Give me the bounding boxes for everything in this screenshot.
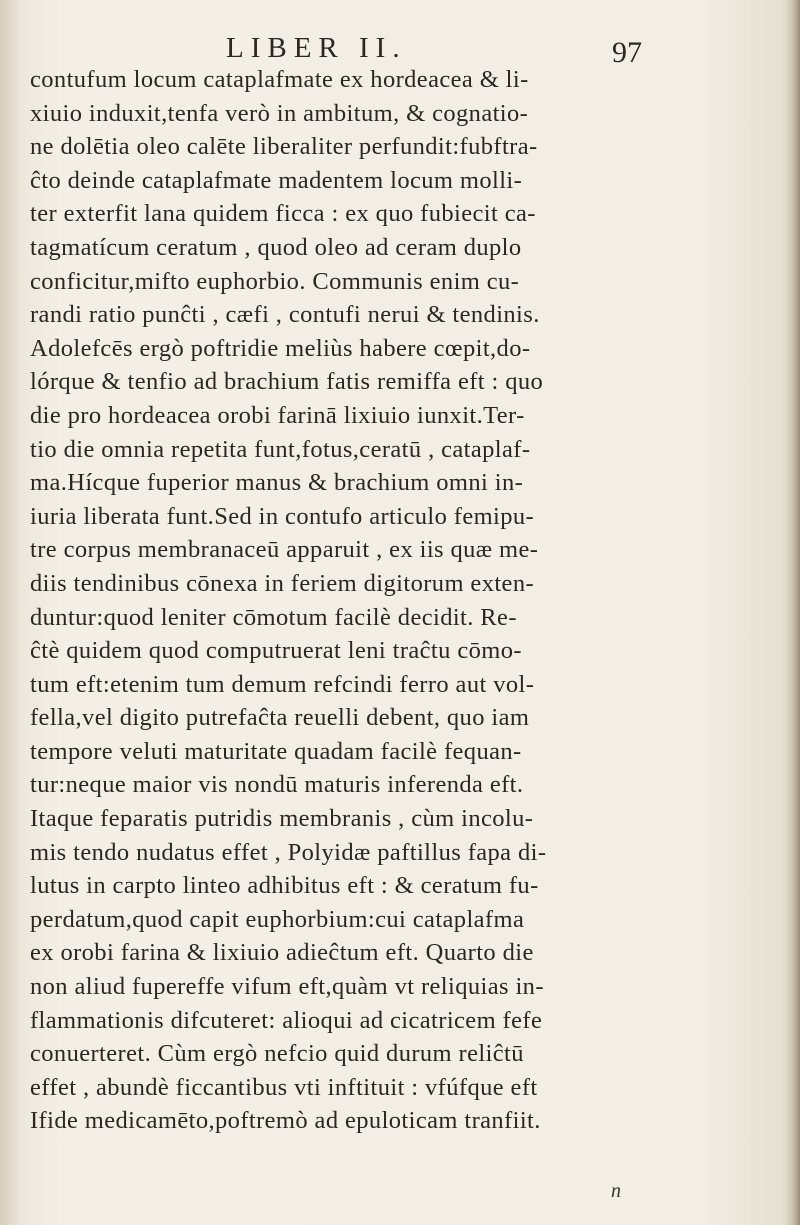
text-line: ĉto deinde cataplafmate madentem locum molli-	[30, 166, 523, 194]
text-line: perdatum,quod capit euphorbium:cui cataplafma	[30, 905, 525, 933]
text-line: xiuio induxit,tenfa verò in ambitum, & cognatio-	[30, 99, 529, 127]
text-line: Ifide medicamēto,poftremò ad epuloticam tranfiit.	[30, 1107, 541, 1135]
catchword: n	[611, 1180, 621, 1202]
body-text	[30, 63, 670, 1138]
text-line: tagmatícum ceratum , quod oleo ad ceram duplo	[30, 233, 522, 261]
page-header	[0, 22, 800, 68]
text-line: tempore veluti maturitate quadam facilè fequan-	[30, 737, 522, 765]
text-line: tur:neque maior vis nondū maturis inferenda eft.	[30, 771, 524, 799]
text-line: lutus in carpto linteo adhibitus eft : & ceratum fu-	[30, 872, 539, 900]
text-line: conficitur,mifto euphorbio. Communis enim cu-	[30, 267, 520, 295]
text-line: ma.Hícque fuperior manus & brachium omni in-	[30, 469, 524, 497]
page-number: 97	[612, 36, 642, 69]
text-line: Itaque feparatis putridis membranis , cùm incolu-	[30, 805, 534, 833]
text-line: tio die omnia repetita funt,fotus,ceratū , cataplaf-	[30, 435, 531, 463]
text-line: flammationis difcuteret: alioqui ad cicatricem fefe	[30, 1006, 543, 1034]
text-line: non aliud fupereffe vifum eft,quàm vt reliquias in-	[30, 973, 544, 1001]
text-line: duntur:quod leniter cōmotum facilè decidit. Re-	[30, 603, 517, 631]
page-gutter-shadow	[786, 0, 800, 1225]
text-line: lórque & tenfio ad brachium fatis remiffa eft : quo	[30, 368, 544, 396]
text-line: fella,vel digito putrefaĉta reuelli debent, quo iam	[30, 704, 530, 732]
text-line: Adolefcēs ergò poftridie meliùs habere cœpit,do-	[30, 334, 531, 362]
text-line: tre corpus membranaceū apparuit , ex iis quæ me-	[30, 536, 539, 564]
text-line: randi ratio punĉti , cæfi , contufi nerui & tendinis.	[30, 301, 540, 329]
running-head: LIBER II.	[226, 32, 407, 64]
text-line: ex orobi farina & lixiuio adieĉtum eft. Quarto die	[30, 939, 534, 967]
text-line: mis tendo nudatus effet , Polyidæ paftillus fapa di-	[30, 838, 547, 866]
text-line: conuerteret. Cùm ergò nefcio quid durum reliĉtū	[30, 1040, 524, 1068]
page-left-edge	[0, 0, 22, 1225]
text-line: contufum locum cataplafmate ex hordeacea & li-	[30, 66, 529, 93]
text-line: ter exterfit lana quidem ficca : ex quo fubiecit ca-	[30, 200, 536, 228]
text-line: iuria liberata funt.Sed in contufo articulo femipu-	[30, 502, 535, 530]
text-line: die pro hordeacea orobi farinā lixiuio iunxit.Ter-	[30, 401, 525, 429]
text-line: tum eft:etenim tum demum refcindi ferro aut vol-	[30, 670, 535, 698]
text-line: ne dolētia oleo calēte liberaliter perfundit:fubftra-	[30, 133, 538, 161]
text-line: ĉtè quidem quod computruerat leni traĉtu cōmo-	[30, 637, 522, 665]
text-line: effet , abundè ficcantibus vti inftituit : vfúfque eft	[30, 1073, 538, 1101]
text-line: diis tendinibus cōnexa in feriem digitorum exten-	[30, 569, 535, 597]
